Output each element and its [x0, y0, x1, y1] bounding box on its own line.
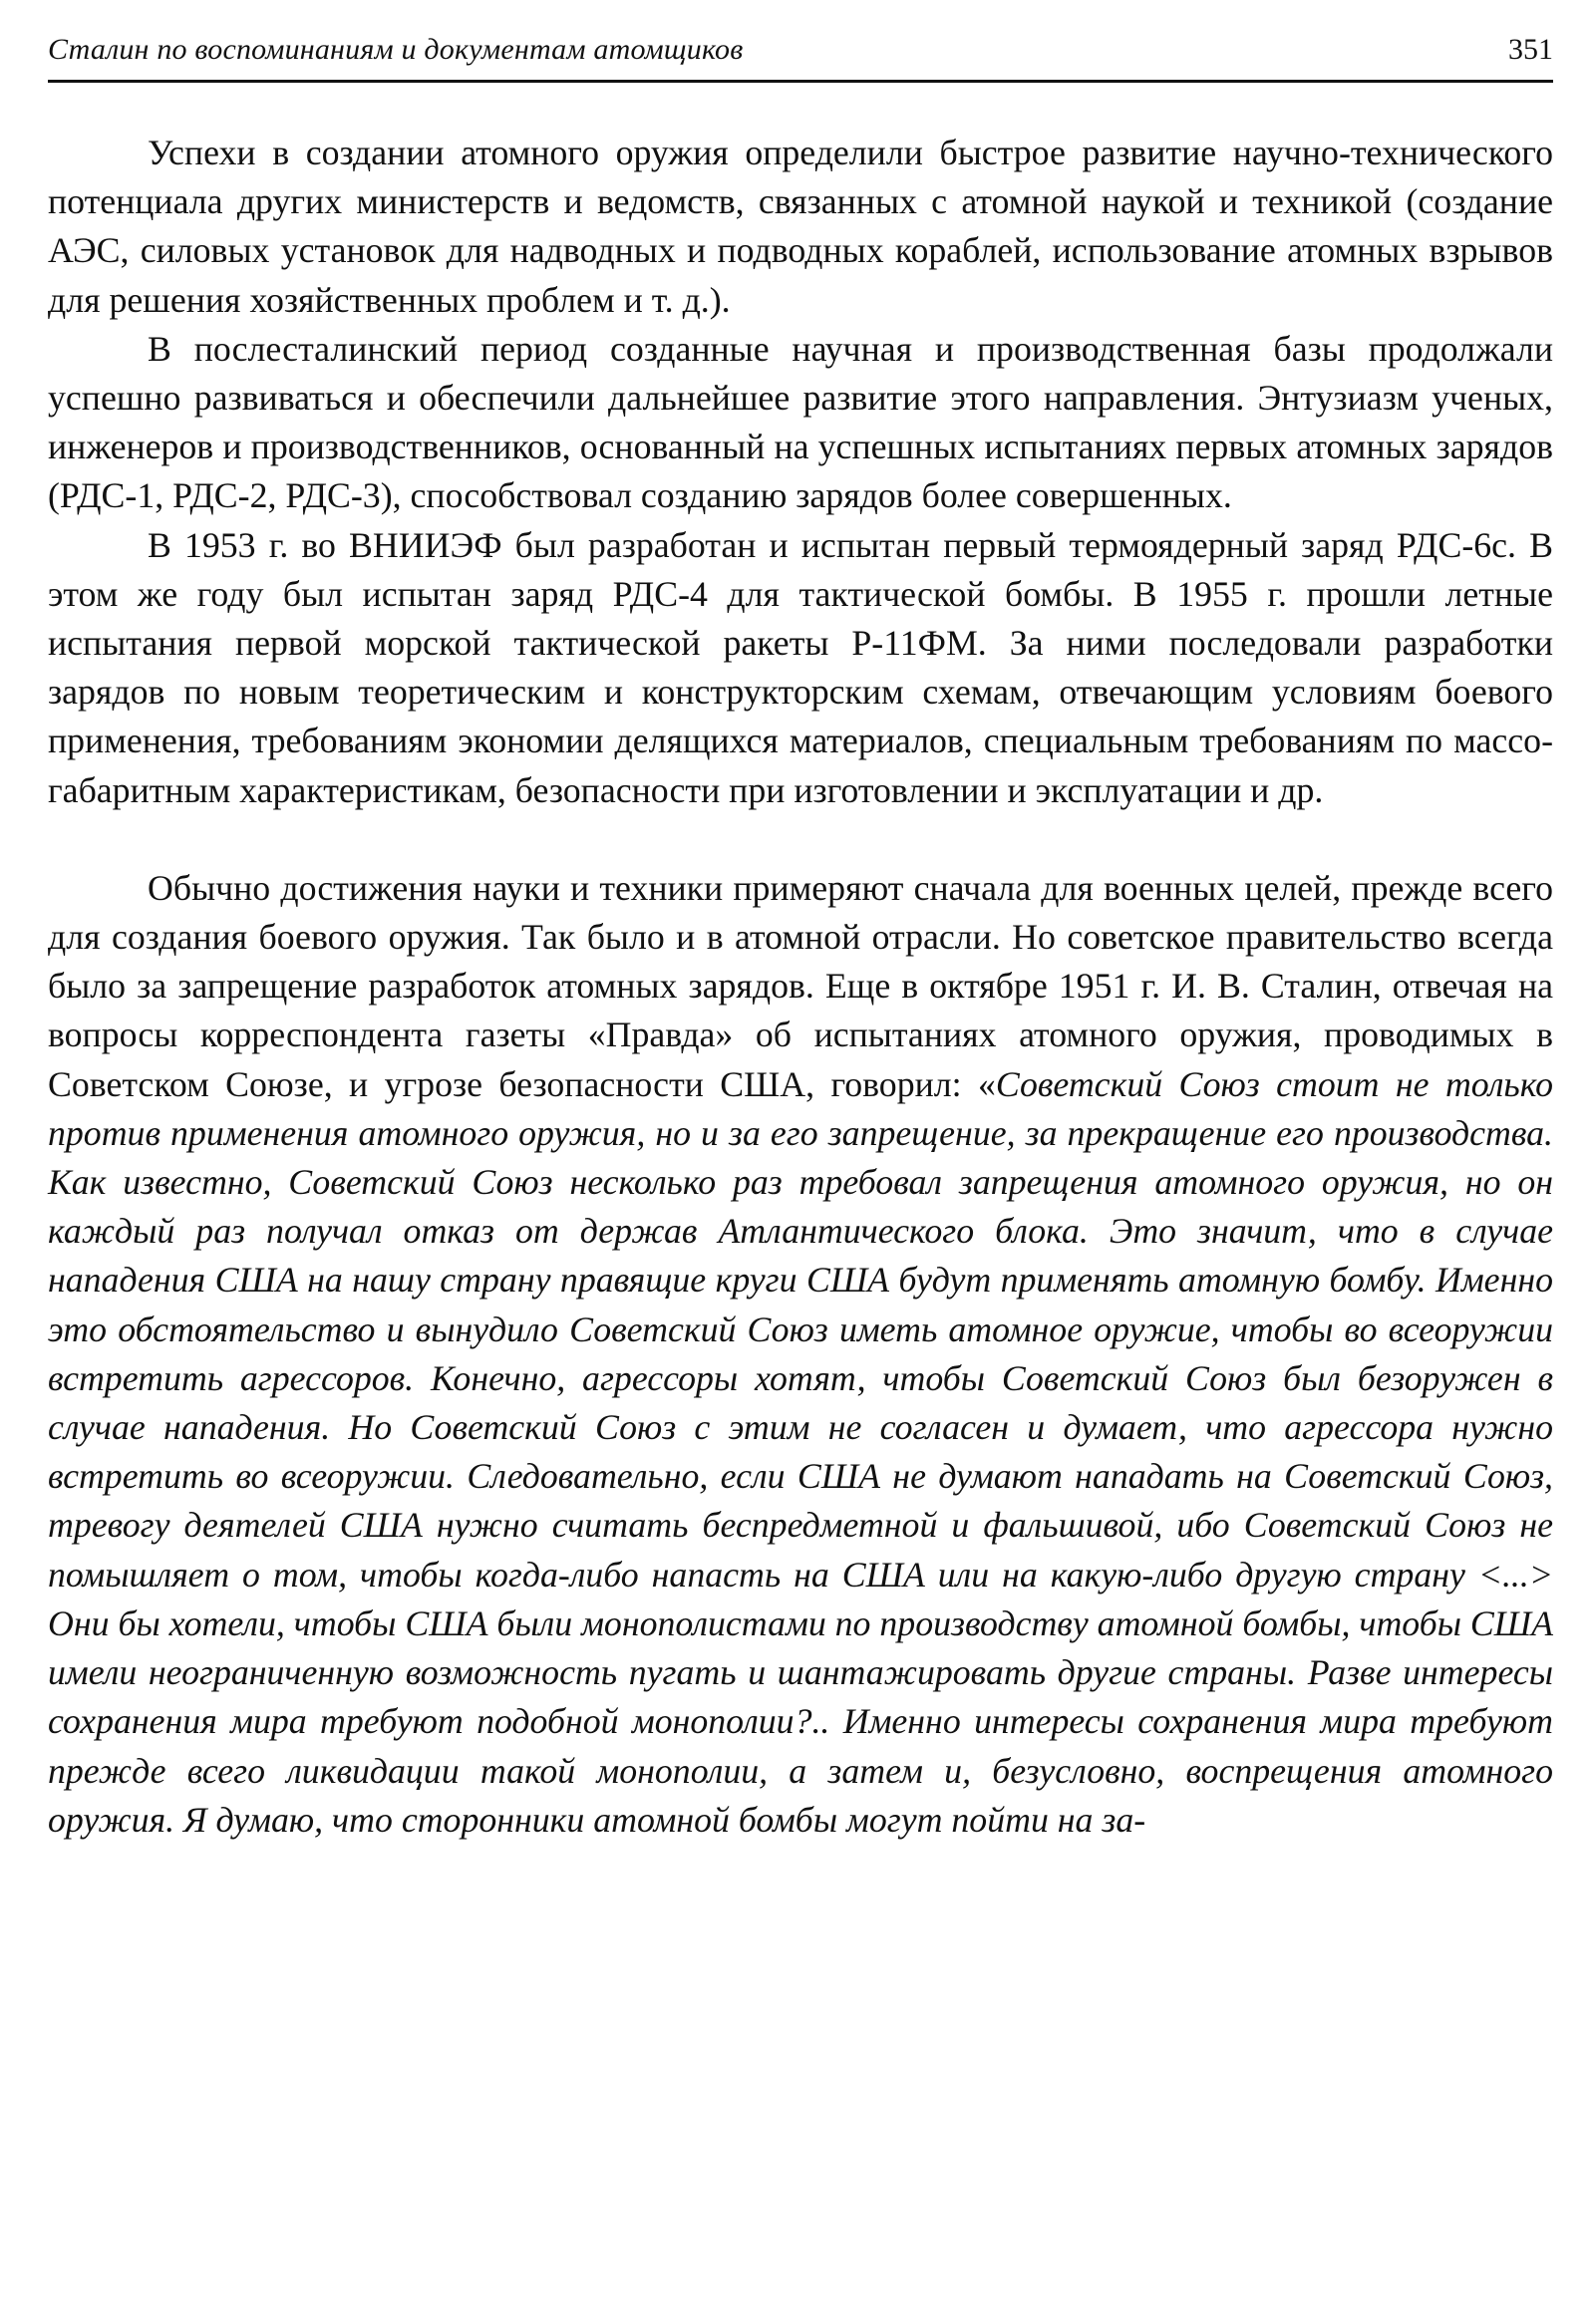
body-text — [48, 129, 1553, 1845]
paragraph-2: В послесталинский период созданные научная и производственная базы продолжали успешно развиваться и обеспечили дальнейшее развитие этого направления. Энтузиазм ученых, инженеров и производственников, основанный на успешных испытаниях первых атомных зарядов (РДС-1, РДС-2, РДС-3), способствовал созданию зарядов более совершенных. — [48, 328, 1553, 516]
paragraph-1: Успехи в создании атомного оружия определили быстрое развитие научно-технического потенциала других министерств и ведомств, связанных с атомной наукой и техникой (создание АЭС, силовых установок для надводных и подводных кораблей, использование атомных взрывов для решения хозяйственных проблем и т. д.). — [48, 133, 1553, 320]
page-number: 351 — [1508, 33, 1553, 66]
running-title: Сталин по воспоминаниям и документам атомщиков — [48, 33, 744, 66]
book-page — [48, 28, 1553, 1845]
paragraph-4-lead: Обычно достижения науки и техники примеряют сначала для военных целей, прежде всего для создания боевого оружия. Так было и в атомной отрасли. Но советское правительство всегда было за запрещение разработок атомных зарядов. Еще в октябре 1951 г. И. В. Сталин, отвечая на вопросы корреспондента газеты «Правда» об испытаниях атомного оружия, проводимых в Советском Союзе, и угрозе безопасности США, говорил: « — [48, 867, 1553, 1104]
paragraph-3: В 1953 г. во ВНИИЭФ был разработан и испытан первый термоядерный заряд РДС-6с. В этом же году был испытан заряд РДС-4 для тактической бомбы. В 1955 г. прошли летные испытания первой морской тактической ракеты Р-11ФМ. За ними последовали разработки зарядов по новым теоретическим и конструкторским схемам, отвечающим условиям боевого применения, требованиям экономии делящихся материалов, специальным требованиям по массо-габаритным характеристикам, безопасности при изготовлении и эксплуатации и др. — [48, 524, 1553, 810]
running-header — [48, 28, 1553, 83]
paragraph-4 — [48, 864, 1553, 1845]
stalin-quote: Советский Союз стоит не только против применения атомного оружия, но и за его запрещение, за прекращение его производства. Как известно, Советский Союз несколько раз требовал запрещения атомного оружия, но он каждый раз получал отказ от держав Атлантического блока. Это значит, что в случае нападения США на нашу страну правящие круги США будут применять атомную бомбу. Именно это обстоятельство и вынудило Советский Союз иметь атомное оружие, чтобы во всеоружии встретить агрессоров. Конечно, агрессоры хотят, чтобы Советский Союз был безоружен в случае нападения. Но Советский Союз с этим не согласен и думает, что агрессора нужно встретить во всеоружии. Следовательно, если США не думают нападать на Советский Союз, тревогу деятелей США нужно считать беспредметной и фальшивой, ибо Советский Союз не помышляет о том, чтобы когда-либо напасть на США или на какую-либо другую страну <...> Они бы хотели, чтобы США были монополистами по производству атомной бомбы, чтобы США имели неограниченную возможность пугать и шантажировать другие страны. Разве интересы сохранения мира требуют подобной монополии?.. Именно интересы сохранения мира требуют прежде всего ликвидации такой монополии, а затем и, безусловно, воспрещения атомного оружия. Я думаю, что сторонники атомной бомбы могут пойти на за- — [48, 1063, 1554, 1840]
